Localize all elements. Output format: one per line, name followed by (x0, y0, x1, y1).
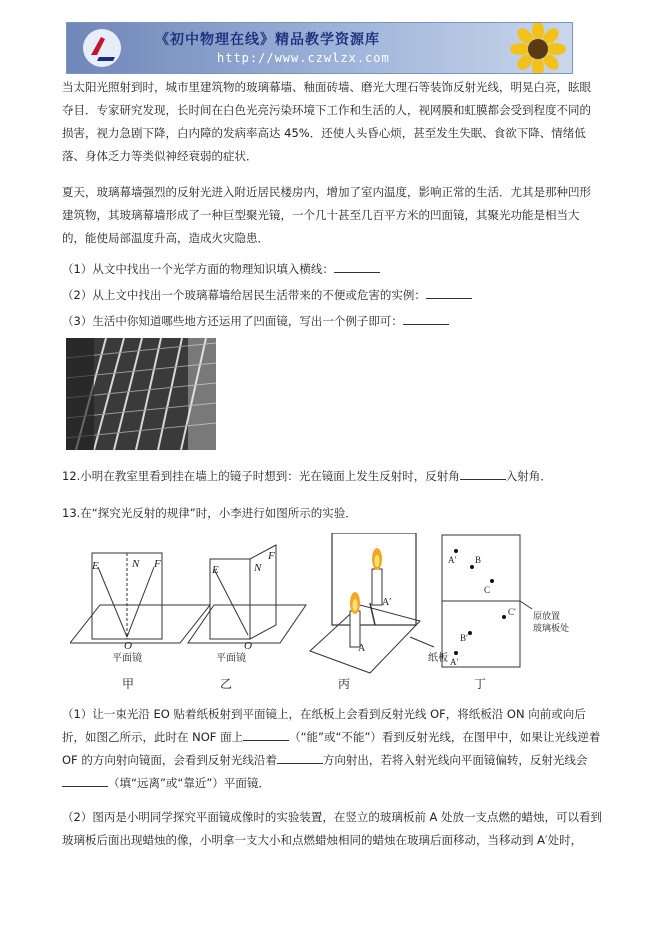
label-N: N (254, 562, 262, 574)
q13-1-text-d: （填“远离”或“靠近”）平面镜． (108, 776, 270, 790)
label-C: C (484, 585, 491, 595)
question-12 (62, 465, 602, 488)
question-13-part-1 (62, 703, 602, 795)
question-3-text: （3）生活中你知道哪些地方还运用了凹面镜，写出一个例子即可： (62, 314, 403, 328)
label-O: O (124, 640, 132, 652)
answer-blank (403, 312, 449, 325)
answer-blank (460, 467, 506, 480)
label-B: B (475, 555, 482, 565)
label-mirror: 平面镜 (216, 653, 246, 664)
answer-blank (62, 774, 108, 787)
label-original-place: 原放置 (533, 611, 561, 621)
label-E: E (92, 560, 99, 572)
answer-blank (277, 751, 323, 764)
label-A-prime: A′ (448, 555, 457, 565)
answer-blank (334, 260, 380, 273)
answer-blank (426, 286, 472, 299)
label-O: O (244, 640, 252, 652)
caption-yi: 乙 (220, 677, 233, 691)
question-12-tail: 入射角． (505, 469, 552, 483)
sunflower-icon (510, 22, 566, 74)
figure-ding (442, 535, 569, 691)
paragraph-glass-curtain: 夏天，玻璃幕墙强烈的反射光进入附近居民楼房内，增加了室内温度，影响正常的生活．尤其是那种凹形建筑物，其玻璃幕墙形成了一种巨型聚光镜，一个几十甚至几百平方米的凹面镜，其聚光功能是相当大的，能使局部温度升高，造成火灾隐患． (62, 185, 591, 245)
label-C-prime: C′ (508, 607, 516, 617)
figure-bing (310, 533, 448, 691)
q13-1-text-c: 方向射出，若将入射光线向平面镜偏转，反射光线会 (322, 753, 588, 767)
question-13-part-2: （2）图丙是小明同学探究平面镜成像时的实验装置，在竖立的玻璃板前 A 处放一支点燃的蜡烛，可以看到玻璃板后面出现蜡烛的像，小明拿一支大小和点燃蜡烛相同的蜡烛在玻璃后面移动，当移动到 A′处时， (62, 810, 602, 847)
question-2 (62, 284, 602, 307)
label-F: F (154, 558, 161, 570)
label-F: F (268, 550, 275, 562)
label-N: N (132, 558, 140, 570)
building-photo (66, 338, 216, 450)
label-glass-place: 玻璃板处 (533, 623, 570, 633)
label-B-prime: B′ (460, 633, 468, 643)
question-2-text: （2）从上文中找出一个玻璃幕墙给居民生活带来的不便或危害的实例： (62, 288, 426, 302)
q13-1-text-a: （1）让一束光沿 EO 贴着纸板射到平面镜上，在纸板上会看到反射光线 OF，将纸板沿 ON 向前或向后折，如图乙所示，此时在 NOF 面上 (62, 707, 586, 744)
header-banner (66, 22, 573, 74)
site-logo-icon (81, 27, 123, 69)
banner-url: http://www.czwlzx.com (217, 51, 390, 65)
question-3 (62, 310, 602, 333)
experiment-figure (70, 533, 580, 693)
caption-bing: 丙 (338, 677, 351, 691)
label-A: A (358, 643, 366, 654)
label-E: E (212, 564, 219, 576)
label-A-prime: A′ (382, 597, 392, 608)
paragraph-light-pollution: 当太阳光照射到时，城市里建筑物的玻璃幕墙、釉面砖墙、磨光大理石等装饰反射光线，明晃白亮，眩眼夺目．专家研究发现，长时间在白色光亮污染环境下工作和生活的人，视网膜和虹膜都会受到程度不同的损害，视力急剧下降，白内障的发病率高达 45%．还使人头昏心烦，甚至发生失眠、食欲下降、情绪低落、身体乏力等类似神经衰弱的症状． (62, 80, 591, 163)
label-A-prime-2: A′ (450, 657, 459, 667)
question-12-text: 12.小明在教室里看到挂在墙上的镜子时想到：光在镜面上发生反射时，反射角 (62, 469, 460, 483)
caption-jia: 甲 (122, 677, 135, 691)
label-mirror: 平面镜 (112, 653, 142, 664)
figure-jia (70, 553, 210, 691)
question-1 (62, 258, 602, 281)
figure-yi (188, 545, 306, 691)
caption-ding: 丁 (474, 677, 487, 691)
question-13: 13.在“探究光反射的规律”时，小李进行如图所示的实验． (62, 506, 357, 520)
q13-1-text-b: （“能”或“不能”）看到反射光线，在图甲中，如果让光线逆着 OF 的方向射向镜面，会看到反射光线沿着 (62, 730, 601, 767)
answer-blank (243, 728, 289, 741)
banner-title: 《初中物理在线》精品教学资源库 (155, 32, 380, 48)
question-1-text: （1）从文中找出一个光学方面的物理知识填入横线： (62, 262, 334, 276)
label-board: 纸板 (428, 653, 448, 664)
